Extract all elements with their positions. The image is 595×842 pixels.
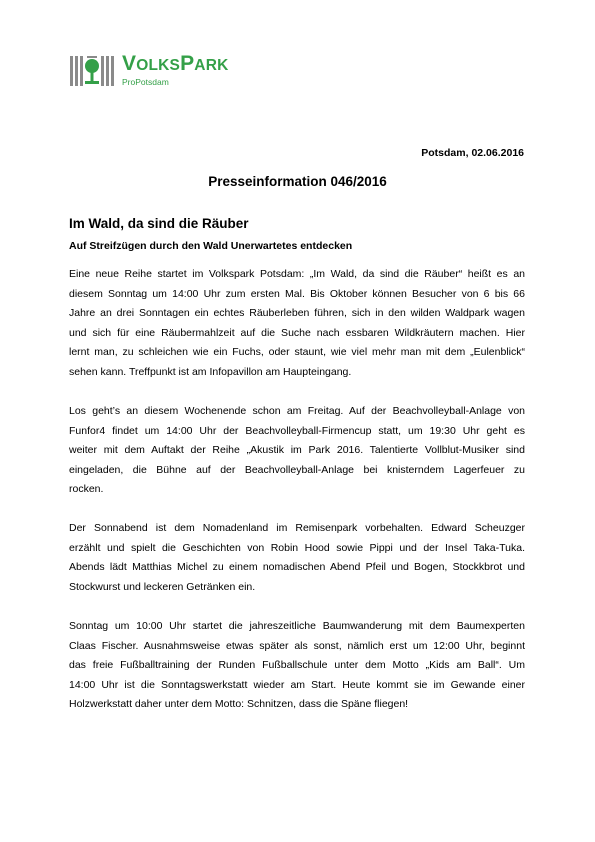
body-paragraph bbox=[69, 519, 525, 597]
paragraph-line: Eine neue Reihe startet im Volkspark Potsdam: „Im Wald, da sind die Räuber“ heißt es an bbox=[69, 268, 525, 280]
volkspark-logo bbox=[69, 54, 228, 90]
logo-name-part: OLKS bbox=[136, 57, 181, 74]
logo-name bbox=[122, 54, 228, 76]
paragraph-line: sehen kann. Treffpunkt ist am Infopavillon am Haupteingang. bbox=[69, 365, 352, 378]
paragraph-line: rocken. bbox=[69, 483, 104, 495]
paragraph-line: lernt man, zu schleichen wie ein Fuchs, oder staunt, wie viel mehr man mit dem „Eulenblick“ bbox=[69, 346, 525, 358]
paragraph-line: und sich für eine Räubermahlzeit auf die Suche nach essbaren Wildkräutern machen. Hier bbox=[69, 326, 525, 339]
paragraph-line: Sonntag um 10:00 Uhr startet die jahreszeitliche Baumwanderung mit dem Baumexperten bbox=[69, 620, 525, 632]
paragraph-line: Funfor4 findet um 14:00 Uhr der Beachvolleyball-Firmencup statt, um 19:30 Uhr geht es bbox=[69, 424, 525, 437]
paragraph-line: Der Sonnabend ist dem Nomadenland im Remisenpark vorbehalten. Edward Scheuzger bbox=[69, 522, 525, 534]
paragraph-line: eingeladen, die Bühne auf der Beachvolleyball-Anlage bei knisterndem Lagerfeuer zu bbox=[69, 463, 525, 476]
paragraph-line: diesem Sonntag um 14:00 Uhr zum ersten Mal. Bis Oktober können Besucher von 6 bis 66 bbox=[69, 287, 525, 300]
paragraph-line: 14:00 Uhr ist die Sonntagswerkstatt wieder am Start. Heute kommt sie im Gewande einer bbox=[69, 678, 525, 691]
paragraph-line: Stockwurst und leckeren Getränken ein. bbox=[69, 580, 256, 593]
headline: Im Wald, da sind die Räuber bbox=[69, 216, 249, 231]
paragraph-line: Claas Fischer. Ausnahmsweise etwas später als sonst, nämlich erst um 12:00 Uhr, beginnt bbox=[69, 639, 525, 652]
paragraph-line: erzählt und spielt die Geschichten von Robin Hood sowie Pippi und der Insel Taka-Tuka. bbox=[69, 541, 525, 554]
paragraph-line: Jahre an drei Sonntagen ein echtes Räuberleben führen, sich in den wilden Waldpark wagen bbox=[69, 307, 525, 319]
paragraph-line: Los geht’s an diesem Wochenende schon am Freitag. Auf der Beachvolleyball-Anlage von bbox=[69, 405, 525, 417]
press-release-number: Presseinformation 046/2016 bbox=[208, 174, 387, 189]
volkspark-logo-icon bbox=[69, 54, 115, 88]
paragraph-line: weiter mit dem Auftakt der Reihe „Akustik im Park 2016. Talentierte Vollblut-Musiker sind bbox=[69, 444, 525, 456]
press-date: Potsdam, 02.06.2016 bbox=[421, 147, 524, 159]
body-paragraph bbox=[69, 402, 525, 500]
paragraph-line: Holzwerkstatt daher unter dem Motto: Schnitzen, dass die Späne fliegen! bbox=[69, 698, 409, 710]
paragraph-line: Abends lädt Matthias Michel zu einem nomadischen Abend Pfeil und Bogen, Stockkbrot und bbox=[69, 561, 525, 573]
subheadline: Auf Streifzügen durch den Wald Unerwartetes entdecken bbox=[69, 240, 353, 252]
logo-name-part: ARK bbox=[194, 57, 229, 74]
logo-name-part: V bbox=[122, 52, 137, 75]
logo-wordmark bbox=[122, 54, 228, 87]
logo-name-part: P bbox=[180, 52, 195, 75]
logo-subtitle: ProPotsdam bbox=[122, 77, 169, 87]
paragraph-line: das freie Fußballtraining der Runden Fußballschule unter dem Motto „Kids am Ball“. Um bbox=[69, 659, 525, 671]
body-paragraph bbox=[69, 265, 525, 382]
body-paragraph bbox=[69, 617, 525, 715]
